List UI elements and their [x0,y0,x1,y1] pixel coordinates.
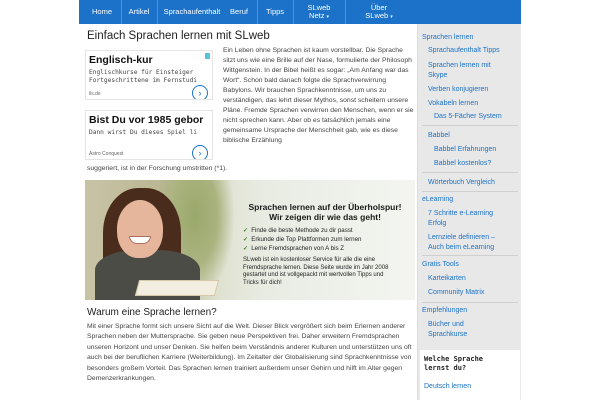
sidebar-item-label: 7 Schritte e-Learning [428,210,493,217]
nav-ueber-line2 [365,12,392,21]
check-icon: ✓ [243,227,249,234]
ad-choices-icon[interactable] [205,53,210,59]
chevron-right-icon[interactable]: › [192,145,208,160]
sidebar-item-community-matrix[interactable]: Community Matrix [428,289,485,296]
nav-slweb-netz-line2 [309,12,329,21]
main-content [85,24,415,400]
banner-check-item [243,244,415,253]
nav-ueber-slweb[interactable] [359,0,399,24]
sidebar-item-5-faecher[interactable]: Das 5-Fächer System [434,113,502,120]
banner-book [135,280,219,296]
sidebar-item-sprachaufenthalt-tipps[interactable]: Sprachaufenthalt Tipps [428,47,500,54]
sidebar-item-label: Skype [428,71,448,79]
sidebar-item-empfehlungen[interactable]: Empfehlungen [422,307,468,314]
banner-text-box [235,202,415,300]
sidebar-item-karteikarten[interactable]: Karteikarten [428,275,466,282]
ad-banner-englisch[interactable] [85,50,213,100]
sidebar-item-gratis-tools[interactable]: Gratis Tools [422,261,459,268]
ad-title[interactable]: Englisch-kur [89,54,153,66]
nav-divider [257,0,258,24]
ad-text-line: Englischkurse für Einsteiger [89,69,194,76]
check-icon: ✓ [243,236,249,243]
banner-headline: Sprachen lernen auf der Überholspur! [248,202,402,212]
sidebar-item-babbel-erfahrungen[interactable]: Babbel Erfahrungen [434,146,497,153]
banner-check-label: Finde die beste Methode zu dir passt [251,227,353,234]
sidebar-item-elearning[interactable]: eLearning [422,196,454,203]
ad-source: Astro Conquest [89,151,124,157]
intro-paragraph: Ein Leben ohne Sprachen ist kaum vorstellbar. Die Sprache sitzt uns wie eine Brille auf der Nase, formulierte der Philosoph Wittgenstein. In der Bibel heißt es sogar: „Am Anfang war das Wort“. Schon bald danach folgte die Sprachverwirrung Babylons. Wir brauchen Sprachkenntnisse, um uns zu verständigen, das lehrt dieser Mythos, sonst scheitern unsere Pläne. Fremde Sprachen verwirren den Menschen, wenn er sie nicht sprechen kann. Aber ob es tatsächlich jemals eine gemeinsame Ursprache der Menschheit gab, wie es diese biblische Erzählung [223,47,414,144]
sidebar-item-skype[interactable] [428,61,491,80]
sidebar-item-label: Auch beim eLearning [428,243,495,251]
page-title: Einfach Sprachen lernen mit SLweb [87,30,270,42]
nav-divider [121,0,122,24]
check-icon: ✓ [243,245,249,252]
ad-text-line: Fortgeschrittene im Fernstudi [89,77,198,84]
nav-divider [293,0,294,24]
nav-slweb-netz-label: Netz [309,10,325,20]
nav-slweb-netz[interactable] [297,0,341,24]
ad-banner-game[interactable] [85,110,213,160]
sidebar-item-babbel-kostenlos[interactable]: Babbel kostenlos? [434,160,492,167]
nav-divider [345,0,346,24]
ad-source: ils.de [89,91,101,97]
chevron-down-icon: ▾ [326,13,329,20]
nav-divider [157,0,158,24]
sidebar-item-verben[interactable]: Verben konjugieren [428,86,489,93]
section-paragraph: Mit einer Sprache formt sich unsere Sicht auf die Welt. Dieser Blick vergrößert sich beim Erlernen anderer Sprachen neben der Muttersprache. Sie geben neue Perspektiven frei. Daher erweitern Fremdsprachen unseren Horizont und unser Denken. Sie helfen beim Verständnis anderer Kulturen und unterstützen uns oft auch bei der beruflichen Karriere (Weiterbildung). Im Zeitalter der Globalisierung sind Sprachkenntnisse von besonders großem Vorteil. Das Sprachen lernen trainiert außerdem unser Gehirn und hilft im Alter gegen Demenzerkrankungen. [87,323,412,383]
sidebar-divider [422,302,518,303]
sidebar-item-lernziele[interactable] [428,233,495,252]
sidebar-divider [422,172,518,173]
nav-home[interactable]: Home [91,7,112,16]
language-box-heading-line: Welche Sprache [424,355,484,363]
ad-text [89,129,197,137]
banner-description: SLweb ist ein kostenloser Service für alle die eine Fremdsprache lernen. Diese Seite wurde im Jahr 2008 gestartet und ist vollgepackt mit wertvollen Tipps und Tricks für dich! [243,257,389,286]
banner-check-item [243,226,415,235]
sidebar-divider [422,191,518,192]
ad-text-line: Dann wirst Du dieses Spiel li [89,129,198,136]
sidebar-item-woerterbuch[interactable]: Wörterbuch Vergleich [428,179,495,186]
sidebar-item-vokabeln[interactable]: Vokabeln lernen [428,100,479,107]
language-select-box [420,350,520,400]
sidebar-divider [422,125,518,126]
nav-ueber-line1: Über [370,2,388,12]
sidebar-item-label: Bücher und [428,321,464,328]
language-box-heading-line: lernst du? [424,364,467,372]
sidebar-item-7-schritte[interactable] [428,209,493,228]
main-navigation [79,0,521,24]
banner-check-label: Lerne Fremdsprachen von A bis Z [251,245,345,252]
sidebar-item-label: Erfolg [428,219,447,227]
ad-title[interactable]: Bist Du vor 1985 gebor [89,114,204,126]
sidebar-divider [422,255,518,256]
ad-text [89,69,197,85]
hero-banner[interactable] [85,180,415,300]
banner-check-label: Erkunde die Top Plattformen zum lernen [251,236,362,243]
language-box-heading [424,355,483,373]
sidebar-item-buecher[interactable] [428,320,467,339]
nav-beruf[interactable]: Beruf [230,7,248,16]
sidebar-item-babbel[interactable]: Babbel [428,132,450,139]
intro-paragraph-end: suggeriert, ist in der Forschung umstritten (*1). [87,165,228,172]
page-frame [79,0,521,400]
banner-checklist [235,226,415,253]
sidebar-item-label: Sprachkurse [428,330,468,338]
sidebar-item-deutsch-lernen[interactable]: Deutsch lernen [424,383,472,390]
sidebar-item-sprachen-lernen[interactable]: Sprachen lernen [422,34,474,41]
nav-artikel[interactable]: Artikel [128,7,150,16]
banner-check-item [243,235,415,244]
nav-tipps[interactable]: Tipps [265,7,285,16]
sidebar-item-label: Lernziele definieren – [428,234,495,241]
section-heading: Warum eine Sprache lernen? [87,307,217,318]
nav-slweb-netz-line1: SLweb [307,2,331,12]
banner-subheadline: Wir zeigen dir wie das geht! [269,212,381,222]
chevron-down-icon: ▾ [390,13,393,20]
sidebar [417,24,521,400]
banner-woman-face [117,200,163,258]
chevron-right-icon[interactable]: › [192,85,208,100]
nav-ueber-label: SLweb [365,10,389,20]
sidebar-item-label: Sprachen lernen mit [428,62,491,69]
nav-sprachaufenthalt[interactable]: Sprachaufenthalt [163,7,221,16]
